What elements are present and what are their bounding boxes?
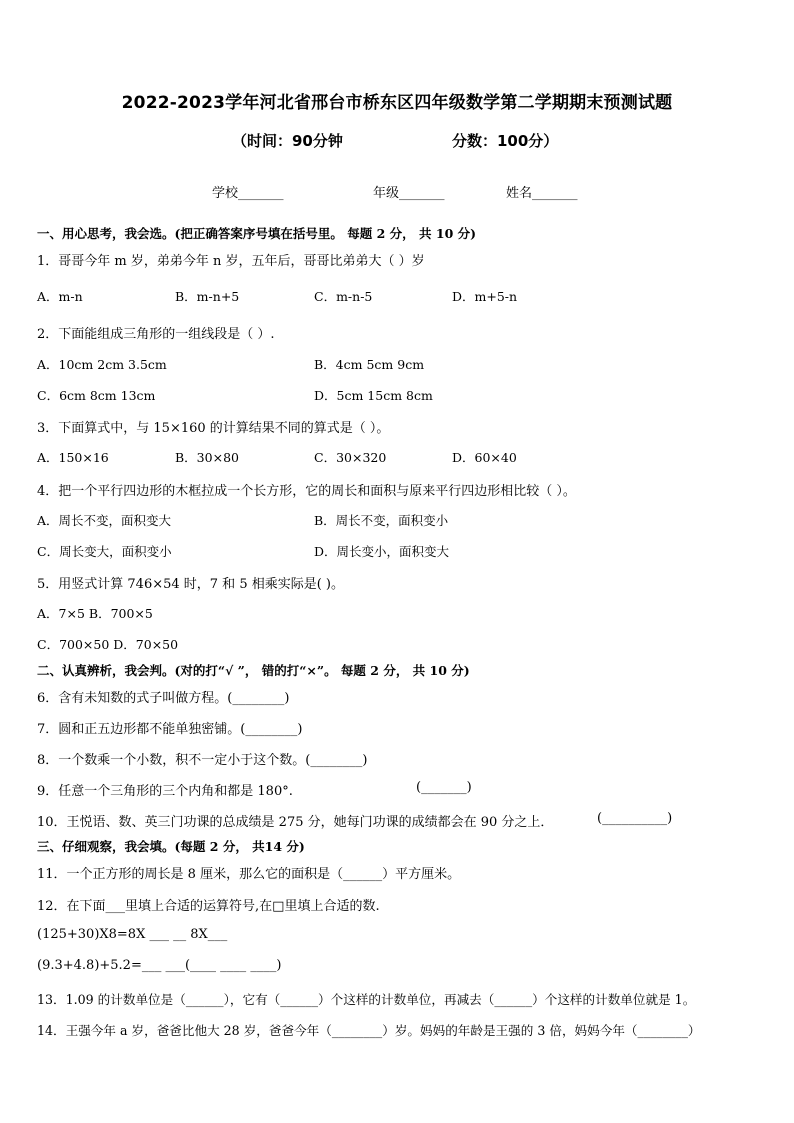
question-2-option-c: C．6cm 8cm 13cm <box>37 388 156 403</box>
question-1-option-b: B．m-n+5 <box>175 289 240 304</box>
question-7: 7．圆和正五边形都不能单独密铺。(________) <box>37 722 303 737</box>
section-3-heading: 三、仔细观察，我会填。(每题 2 分， 共14 分) <box>37 839 305 854</box>
question-4-option-a: A．周长不变，面积变大 <box>37 513 172 528</box>
question-4-option-c: C．周长变大，面积变小 <box>37 544 172 559</box>
page-title: 2022-2023学年河北省邢台市桥东区四年级数学第二学期期末预测试题 <box>121 93 673 113</box>
grade-field: 年级_______ <box>373 186 445 201</box>
question-14: 14．王强今年 a 岁，爸爸比他大 28 岁，爸爸今年（________）岁。妈妈的年龄是王强的 3 倍，妈妈今年（________） <box>37 1023 701 1038</box>
question-3-option-b: B．30×80 <box>175 450 239 465</box>
question-4-option-d: D．周长变小，面积变大 <box>314 544 450 559</box>
question-3: 3．下面算式中，与 15×160 的计算结果不同的算式是（ ）。 <box>37 421 390 436</box>
question-10: 10．王悦语、数、英三门功课的总成绩是 275 分，她每门功课的成绩都会在 90 分之上． <box>37 815 554 830</box>
question-4: 4．把一个平行四边形的木框拉成一个长方形，它的周长和面积与原来平行四边形相比较（ ）。 <box>37 484 576 499</box>
question-1-option-a: A．m-n <box>37 289 83 304</box>
question-2-option-d: D．5cm 15cm 8cm <box>314 388 433 403</box>
question-12-line-a: (125+30)X8=8X ___ __ 8X___ <box>37 927 228 942</box>
question-3-option-d: D．60×40 <box>452 450 517 465</box>
question-10-blank: (__________) <box>597 811 673 826</box>
question-2-option-a: A．10cm 2cm 3.5cm <box>37 357 167 372</box>
question-5-options-ab: A．7×5 B．700×5 <box>37 606 153 621</box>
question-12-line-b: (9.3+4.8)+5.2=___ ___(____ ____ ____) <box>37 958 282 973</box>
question-13: 13．1.09 的计数单位是（______），它有（______）个这样的计数单位，再减去（______）个这样的计数单位就是 1。 <box>37 992 696 1007</box>
question-6: 6．含有未知数的式子叫做方程。(________) <box>37 691 290 706</box>
name-field: 姓名_______ <box>506 186 578 201</box>
school-field: 学校_______ <box>212 186 284 201</box>
question-12: 12．在下面___里填上合适的运算符号,在□里填上合适的数. <box>37 899 380 914</box>
question-5-options-cd: C．700×50 D．70×50 <box>37 637 179 652</box>
question-8: 8．一个数乘一个小数，积不一定小于这个数。(________) <box>37 753 368 768</box>
question-2: 2．下面能组成三角形的一组线段是（ ）. <box>37 327 275 342</box>
section-2-heading: 二、认真辨析，我会判。(对的打“√ ”， 错的打“×”。 每题 2 分， 共 10 分) <box>37 663 470 678</box>
question-1-option-d: D．m+5-n <box>452 289 518 304</box>
question-9-blank: (_______) <box>416 780 472 795</box>
question-3-option-c: C．30×320 <box>314 450 387 465</box>
question-2-option-b: B．4cm 5cm 9cm <box>314 357 425 372</box>
question-1: 1．哥哥今年 m 岁，弟弟今年 n 岁，五年后，哥哥比弟弟大（ ）岁 <box>37 254 425 269</box>
question-4-option-b: B．周长不变，面积变小 <box>314 513 449 528</box>
question-3-option-a: A．150×16 <box>37 450 109 465</box>
question-1-option-c: C．m-n-5 <box>314 289 373 304</box>
question-5: 5．用竖式计算 746×54 时，7 和 5 相乘实际是( )。 <box>37 577 344 592</box>
exam-time: （时间：90分钟 <box>232 132 343 150</box>
exam-score: 分数：100分） <box>452 132 559 150</box>
question-9: 9．任意一个三角形的三个内角和都是 180°. <box>37 784 293 799</box>
section-1-heading: 一、用心思考，我会选。(把正确答案序号填在括号里。 每题 2 分， 共 10 分) <box>37 226 477 241</box>
question-11: 11．一个正方形的周长是 8 厘米，那么它的面积是（______）平方厘米。 <box>37 867 461 882</box>
